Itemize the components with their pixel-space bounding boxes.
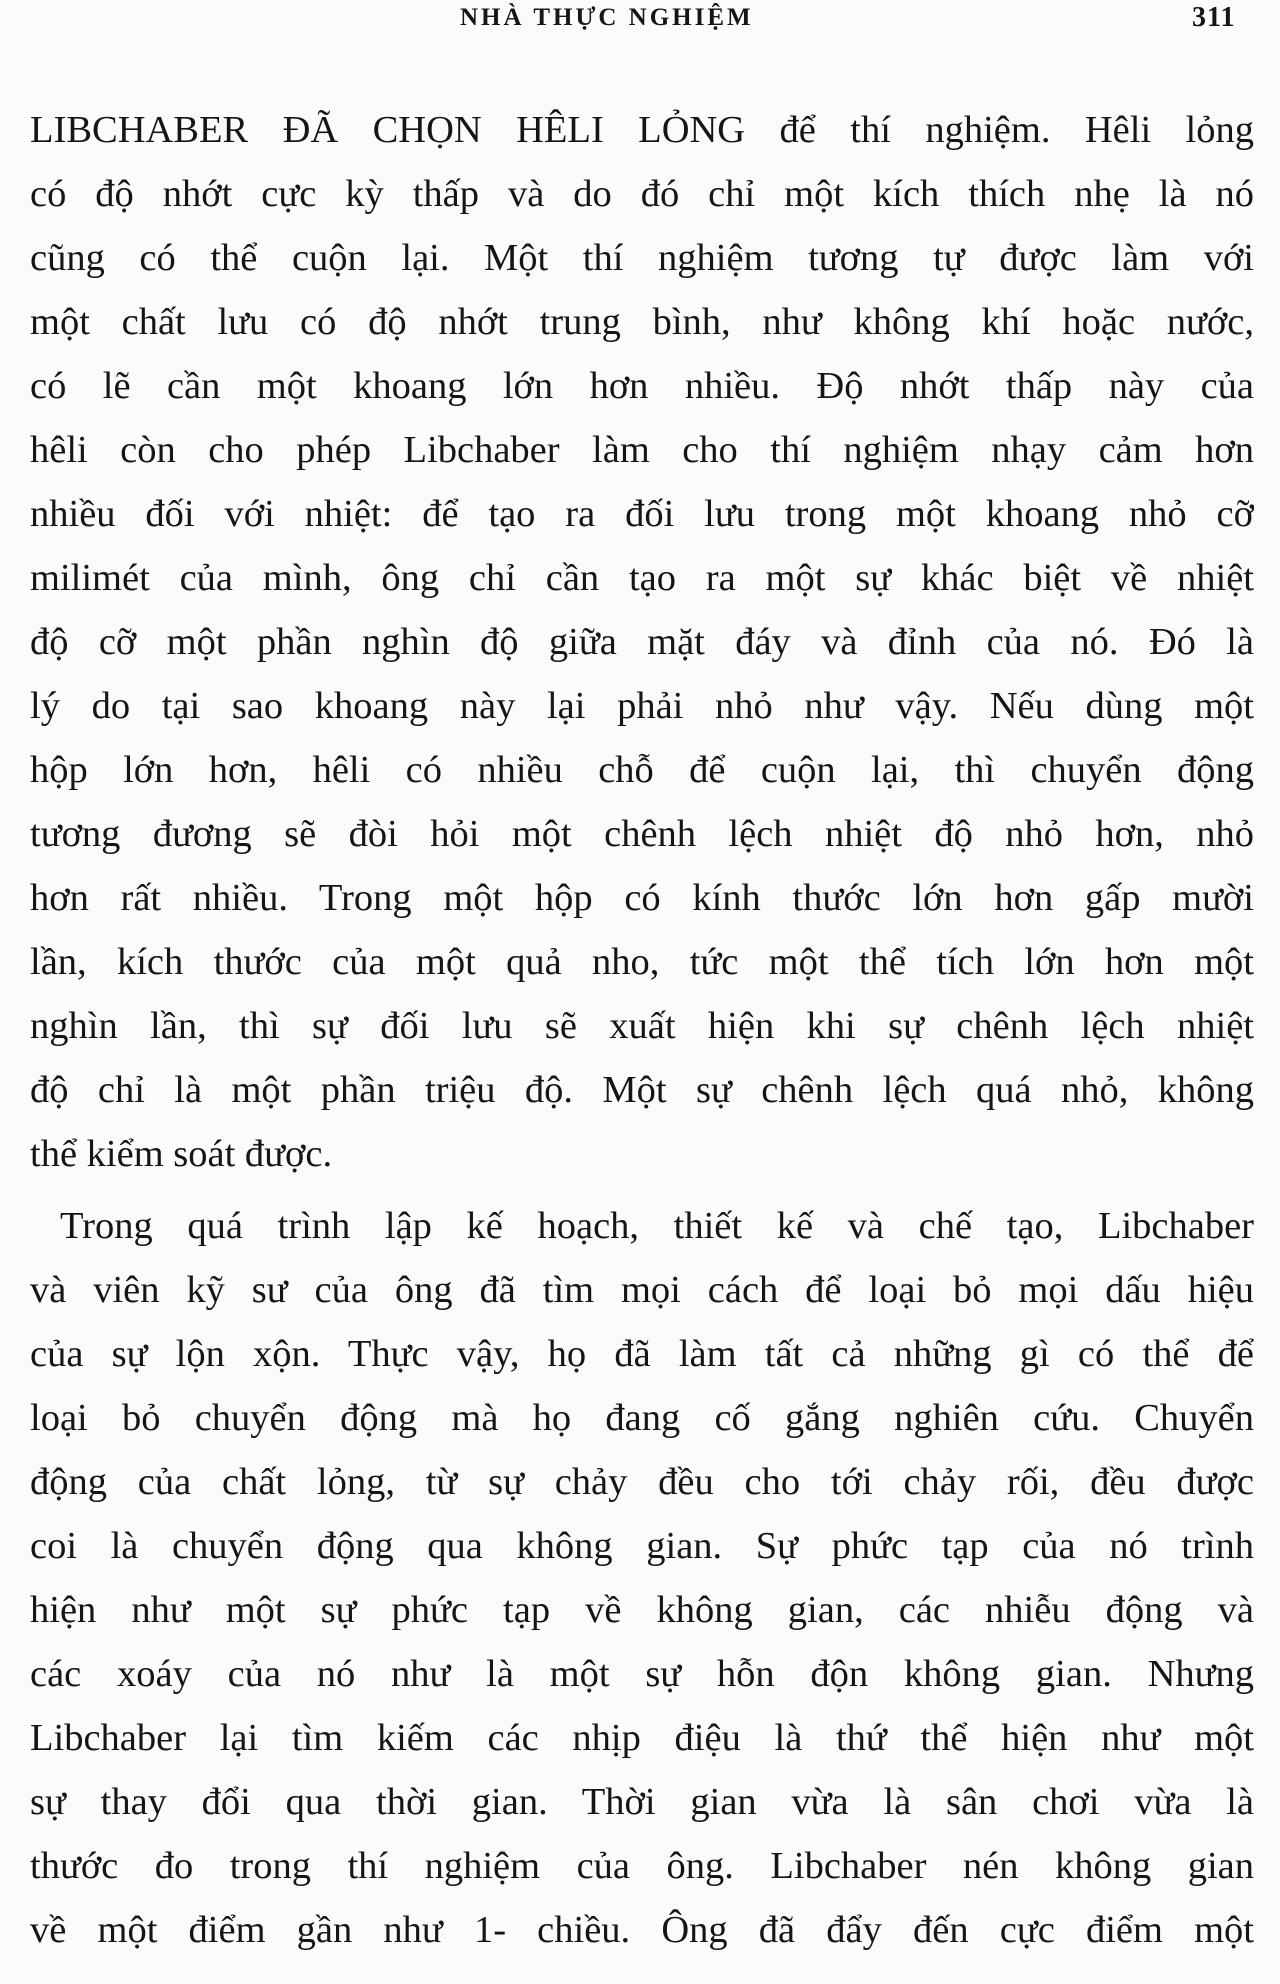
text-line: lần, kích thước của một quả nho, tức một thể tích lớn hơn một [30, 941, 1254, 983]
text-line: hiện như một sự phức tạp về không gian, các nhiễu động và [30, 1589, 1254, 1631]
text-line: coi là chuyển động qua không gian. Sự phức tạp của nó trình [30, 1525, 1254, 1567]
text-line: sự thay đổi qua thời gian. Thời gian vừa là sân chơi vừa là [30, 1781, 1254, 1823]
text-line: các xoáy của nó như là một sự hỗn độn không gian. Nhưng [30, 1653, 1254, 1695]
text-line: có lẽ cần một khoang lớn hơn nhiều. Độ nhớt thấp này của [30, 365, 1254, 407]
text-line: độ chỉ là một phần triệu độ. Một sự chênh lệch quá nhỏ, không [30, 1069, 1254, 1111]
text-line: Trong quá trình lập kế hoạch, thiết kế và chế tạo, Libchaber [60, 1205, 1254, 1247]
text-line: một chất lưu có độ nhớt trung bình, như không khí hoặc nước, [30, 301, 1254, 343]
paragraph-1 [30, 98, 1254, 1186]
text-line: hêli còn cho phép Libchaber làm cho thí nghiệm nhạy cảm hơn [30, 429, 1254, 471]
text-line: loại bỏ chuyển động mà họ đang cố gắng nghiên cứu. Chuyển [30, 1397, 1254, 1439]
body-text [30, 98, 1254, 1962]
text-line: milimét của mình, ông chỉ cần tạo ra một sự khác biệt về nhiệt [30, 557, 1254, 599]
text-line: lý do tại sao khoang này lại phải nhỏ như vậy. Nếu dùng một [30, 685, 1254, 727]
running-head: NHÀ THỰC NGHIỆM [460, 4, 754, 31]
text-line: về một điểm gần như 1- chiều. Ông đã đẩy đến cực điểm một [30, 1909, 1254, 1951]
paragraph-2 [30, 1194, 1254, 1962]
text-line: và viên kỹ sư của ông đã tìm mọi cách để loại bỏ mọi dấu hiệu [30, 1269, 1254, 1311]
text-line: hơn rất nhiều. Trong một hộp có kính thước lớn hơn gấp mười [30, 877, 1254, 919]
paragraph-gap [30, 1186, 1254, 1194]
text-line: nhiều đối với nhiệt: để tạo ra đối lưu trong một khoang nhỏ cỡ [30, 493, 1254, 535]
text-line: của sự lộn xộn. Thực vậy, họ đã làm tất cả những gì có thể để [30, 1333, 1254, 1375]
text-line: nghìn lần, thì sự đối lưu sẽ xuất hiện khi sự chênh lệch nhiệt [30, 1005, 1254, 1047]
text-line: cũng có thể cuộn lại. Một thí nghiệm tương tự được làm với [30, 237, 1254, 279]
page-header [0, 0, 1280, 40]
text-line: có độ nhớt cực kỳ thấp và do đó chỉ một kích thích nhẹ là nó [30, 173, 1254, 215]
text-line: hộp lớn hơn, hêli có nhiều chỗ để cuộn lại, thì chuyển động [30, 749, 1254, 791]
page-number: 311 [1192, 2, 1236, 33]
text-line: LIBCHABER ĐÃ CHỌN HÊLI LỎNG để thí nghiệm. Hêli lỏng [30, 109, 1254, 151]
text-line: độ cỡ một phần nghìn độ giữa mặt đáy và đỉnh của nó. Đó là [30, 621, 1254, 663]
text-line: Libchaber lại tìm kiếm các nhịp điệu là thứ thể hiện như một [30, 1717, 1254, 1759]
text-line: thước đo trong thí nghiệm của ông. Libchaber nén không gian [30, 1845, 1254, 1887]
text-line: động của chất lỏng, từ sự chảy đều cho tới chảy rối, đều được [30, 1461, 1254, 1503]
text-line: thể kiểm soát được. [30, 1133, 333, 1175]
text-line: tương đương sẽ đòi hỏi một chênh lệch nhiệt độ nhỏ hơn, nhỏ [30, 813, 1254, 855]
